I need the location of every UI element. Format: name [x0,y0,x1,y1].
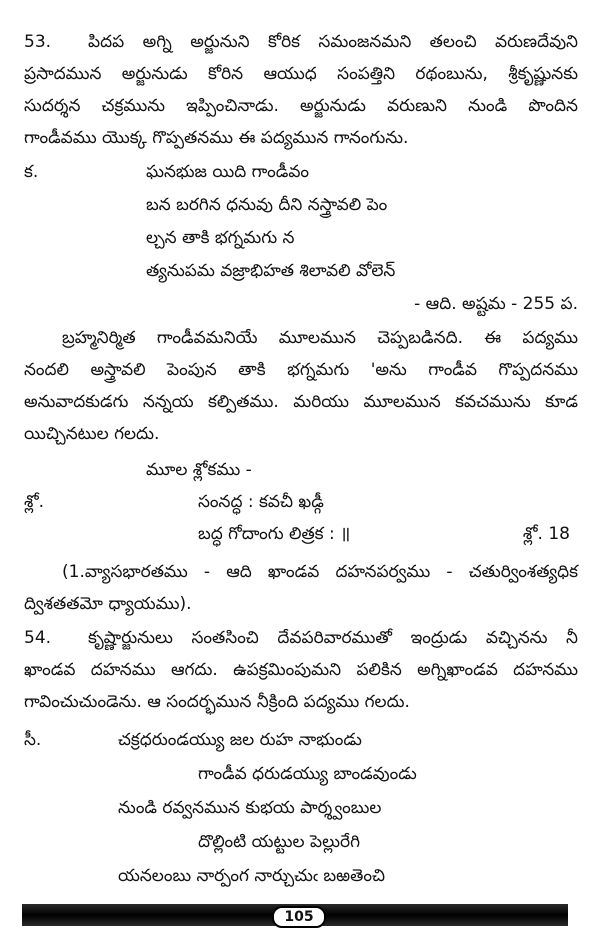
sloka-line: బద్ధ గోదాంగు లిత్రక : ॥ [198,524,351,544]
poem-line: బన బరగిన ధనువు దీని నస్త్రావలి పెం [146,195,388,215]
paragraph-line: ఖాండవ దహనము ఆగదు. ఉపక్రమింపుమని పలికిన అగ్నిఖాండవ దహనము [24,660,578,680]
poem-line: ఘనభుజ యిది గాండీవం [146,162,310,182]
sloka-line: సంనద్ధ : కవచీ ఖడ్గీ [198,492,324,512]
poem-marker: సీ. [24,730,42,750]
paragraph-line: సుదర్శన చక్రమును ఇప్పించినాడు. అర్జునుడు వరుణుని నుండి పొందిన [24,96,578,116]
sloka-marker: శ్లో. [24,492,45,512]
paragraph-number: 54. [24,628,52,648]
paragraph-line: ప్రసాదమున అర్జునుడు కోరిన ఆయుధ సంపత్తిని రథంబును, శ్రీకృష్ణునకు [24,64,578,84]
poem-marker: క. [24,162,39,182]
paragraph-line: బ్రహ్మనిర్మిత గాండీవమనియే మూలమున చెప్పబడినది. ఈ పద్యము [62,328,578,348]
poem-line: యనలంబు నార్పంగ నార్చుచుఁ బఱతెంచి [118,866,385,886]
poem-reference: - ఆది. అష్టమ - 255 ప. [414,294,578,314]
source-note-line: ద్విశతతమో ధ్యాయము). [24,594,192,614]
page-number: 105 [272,906,326,928]
poem-line: దొల్లింటి యట్టుల పెల్లురేగి [198,832,361,852]
source-note-line: (1.వ్యాసభారతము - ఆది ఖాండవ దహనపర్వము - చతుర్వింశత్యధిక [62,562,578,582]
poem-line: చక్రధరుండయ్యు జల రుహ నాభుండు [118,730,362,750]
paragraph-line: అనువాదకుడగు నన్నయ కల్పితము. మరియు మూలమున కవచమును కూడ [24,392,578,412]
poem-line: నుండి రవ్వనమున కుభయ పార్శ్వంబుల [118,798,382,818]
paragraph-line: యిచ్చినటుల గలదు. [24,424,160,444]
sloka-reference: శ్లో. 18 [522,524,570,544]
sloka-heading: మూల శ్లోకము - [146,460,252,480]
paragraph-line: గావించుచుండెను. ఆ సందర్భమున నీక్రింది పద్యము గలదు. [24,692,410,712]
paragraph-line: గాండీవము యొక్క గొప్పతనము ఈ పద్యమున గానంగును. [24,128,409,148]
paragraph-line: కృష్ణార్జునులు సంతసించి దేవపరివారముతో ఇంద్రుడు వచ్చినను నీ [88,628,578,648]
poem-line: త్యనుపమ వజ్రాభిహత శిలావలి వోలెన్ [146,261,396,281]
paragraph-line: పిదప అగ్ని అర్జునుని కోరిక సమంజనమని తలంచి వరుణదేవుని [88,32,578,52]
paragraph-line: నందలి అస్త్రావలి పెంపున తాకి భగ్నమగు 'అను గాండీవ గొప్పదనము [24,360,578,380]
poem-line: ల్చన తాకి భగ్నమగు న [146,228,295,248]
paragraph-number: 53. [24,32,52,52]
poem-line: గాండీవ ధరుడయ్యు బాండవుండు [198,764,417,784]
